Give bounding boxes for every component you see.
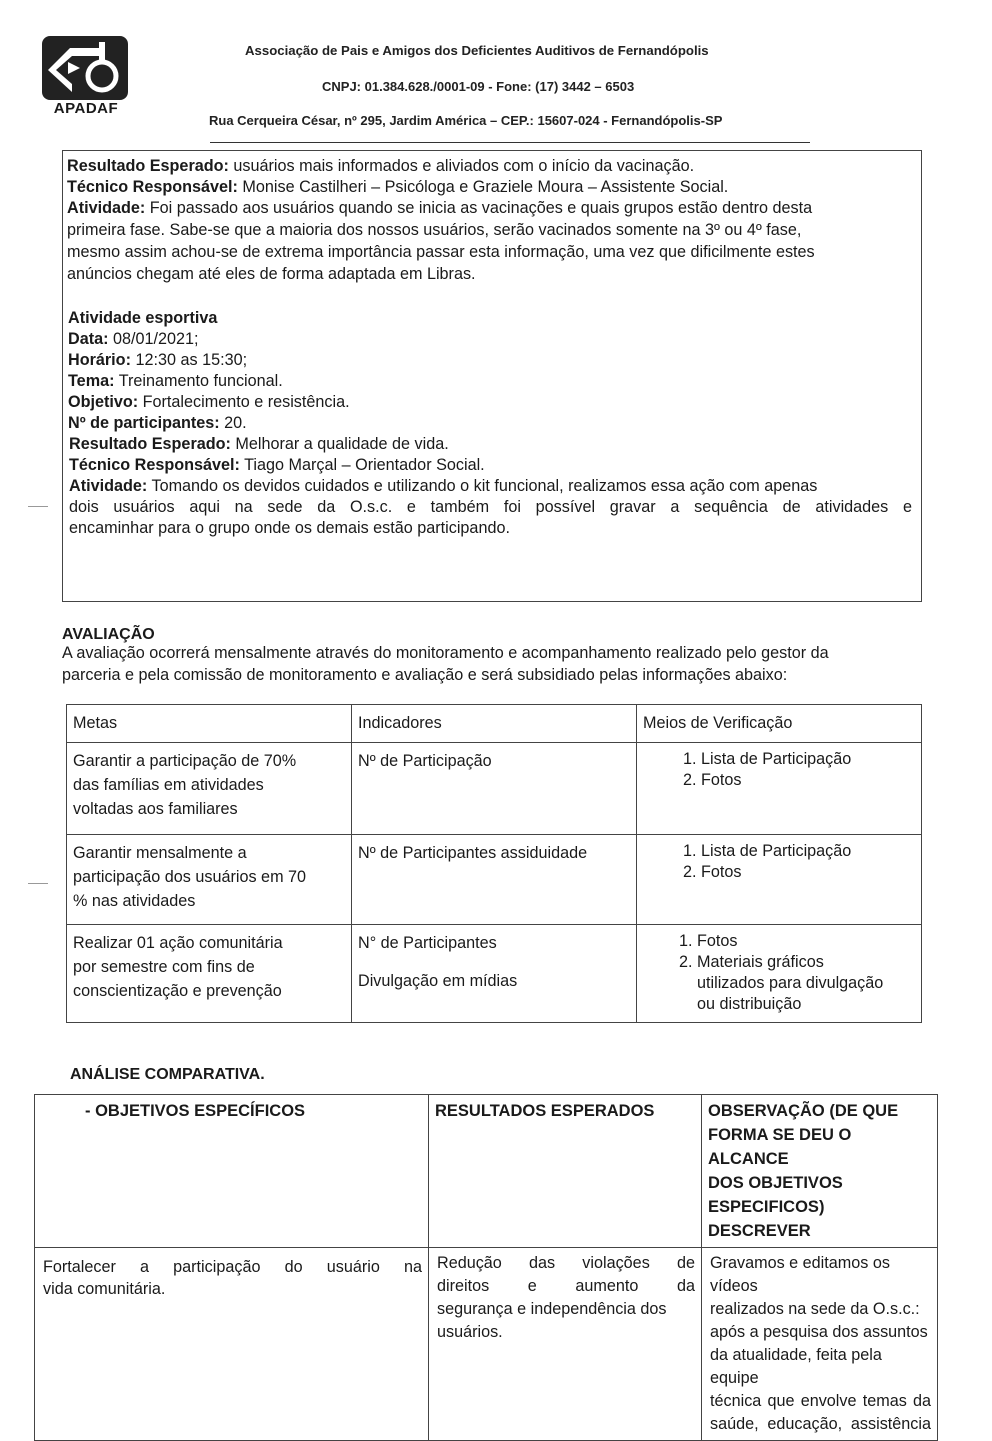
header-meios: Meios de Verificação	[637, 705, 922, 743]
meta-cell: Garantir mensalmente a participação dos usuários em 70 % nas atividades	[67, 835, 352, 925]
vac-atividade-l2: primeira fase. Sabe-se que a maioria dos nossos usuários, serão vacinados somente na 3º ou 4º fase,	[67, 221, 802, 239]
meios-cell: 1. Lista de Participação 2. Fotos	[637, 835, 922, 925]
vac-atividade-l3: mesmo assim achou-se de extrema importância passar esta informação, uma vez que dificilmente estes	[67, 243, 815, 261]
sport-atividade-l3: encaminhar para o grupo onde os demais estão participando.	[69, 519, 510, 537]
table-row	[67, 743, 922, 835]
analise-table	[34, 1094, 938, 1441]
meta-cell: Garantir a participação de 70% das famílias em atividades voltadas aos familiares	[67, 743, 352, 835]
vac-atividade-l1: Atividade: Foi passado aos usuários quando se inicia as vacinações e quais grupos estão dentro desta	[67, 199, 813, 217]
vac-resultado: Resultado Esperado: usuários mais informados e aliviados com o início da vacinação.	[67, 157, 695, 175]
cnpj-line: CNPJ: 01.384.628./0001-09 - Fone: (17) 3442 – 6503	[322, 79, 635, 94]
avaliacao-text-l1: A avaliação ocorrerá mensalmente através do monitoramento e acompanhamento realizado pelo gestor da	[62, 644, 829, 662]
meios-cell: 1. Fotos 2. Materiais gráficos utilizados para divulgação ou distribuição	[637, 925, 922, 1023]
scan-mark	[28, 883, 48, 884]
table-header-row	[67, 705, 922, 743]
indicadores-cell: Nº de Participantes assiduidade	[352, 835, 637, 925]
logo-ear-icon	[42, 36, 128, 100]
sport-atividade-l2: dois usuários aqui na sede da O.s.c. e também foi possível gravar a sequência de atividades e	[69, 498, 912, 516]
header-indicadores: Indicadores	[352, 705, 637, 743]
header-metas: Metas	[67, 705, 352, 743]
org-name: Associação de Pais e Amigos dos Deficientes Auditivos de Fernandópolis	[245, 43, 709, 58]
meta-cell: Realizar 01 ação comunitária por semestre com fins de conscientização e prevenção	[67, 925, 352, 1023]
indicadores-cell: Nº de Participação	[352, 743, 637, 835]
indicadores-cell: N° de Participantes Divulgação em mídias	[352, 925, 637, 1023]
observacao-cell: Gravamos e editamos os vídeos realizados na sede da O.s.c.: após a pesquisa dos assuntos da atualidade, feita pela equipe técnica que envolve temas da saúde, educação, assistência	[702, 1248, 938, 1441]
sport-resultado: Resultado Esperado: Melhorar a qualidade de vida.	[69, 435, 449, 453]
analise-title: ANÁLISE COMPARATIVA.	[70, 1066, 265, 1083]
header-observacao: OBSERVAÇÃO (DE QUE FORMA SE DEU O ALCANCE DOS OBJETIVOS ESPECIFICOS) DESCREVER	[702, 1095, 938, 1248]
table-row	[67, 835, 922, 925]
header-resultados: RESULTADOS ESPERADOS	[429, 1095, 702, 1248]
sport-tema: Tema: Treinamento funcional.	[68, 372, 283, 390]
apadaf-logo	[40, 36, 132, 118]
vac-atividade-l4: anúncios chegam até eles de forma adaptada em Libras.	[67, 265, 476, 283]
vac-tecnico: Técnico Responsável: Monise Castilheri – Psicóloga e Graziele Moura – Assistente Social.	[67, 178, 729, 196]
table-row	[67, 925, 922, 1023]
avaliacao-text-l2: parceria e pela comissão de monitoramento e avaliação e será subsidiado pelas informações abaixo:	[62, 666, 788, 684]
sport-atividade-l1: Atividade: Tomando os devidos cuidados e utilizando o kit funcional, realizamos essa ação com apenas	[69, 477, 818, 495]
objetivo-cell: Fortalecer a participação do usuário na vida comunitária.	[35, 1248, 429, 1441]
logo-text: APADAF	[53, 100, 119, 117]
sport-tecnico: Técnico Responsável: Tiago Marçal – Orientador Social.	[69, 456, 485, 474]
sport-data: Data: 08/01/2021;	[68, 330, 199, 348]
sport-title: Atividade esportiva	[68, 309, 218, 327]
table-row	[35, 1248, 938, 1441]
address-line: Rua Cerqueira César, nº 295, Jardim América – CEP.: 15607-024 - Fernandópolis-SP	[209, 113, 723, 128]
header-divider	[210, 142, 810, 143]
sport-horario: Horário: 12:30 as 15:30;	[68, 351, 248, 369]
header-objetivos: - OBJETIVOS ESPECÍFICOS	[35, 1095, 429, 1248]
meios-cell: 1. Lista de Participação 2. Fotos	[637, 743, 922, 835]
resultado-cell: Redução das violações de direitos e aumento da segurança e independência dos usuários.	[429, 1248, 702, 1441]
sport-participantes: Nº de participantes: 20.	[68, 414, 247, 432]
sport-objetivo: Objetivo: Fortalecimento e resistência.	[68, 393, 350, 411]
avaliacao-table	[66, 704, 922, 1023]
avaliacao-title: AVALIAÇÃO	[62, 626, 155, 643]
scan-mark	[28, 506, 48, 507]
table-header-row	[35, 1095, 938, 1248]
